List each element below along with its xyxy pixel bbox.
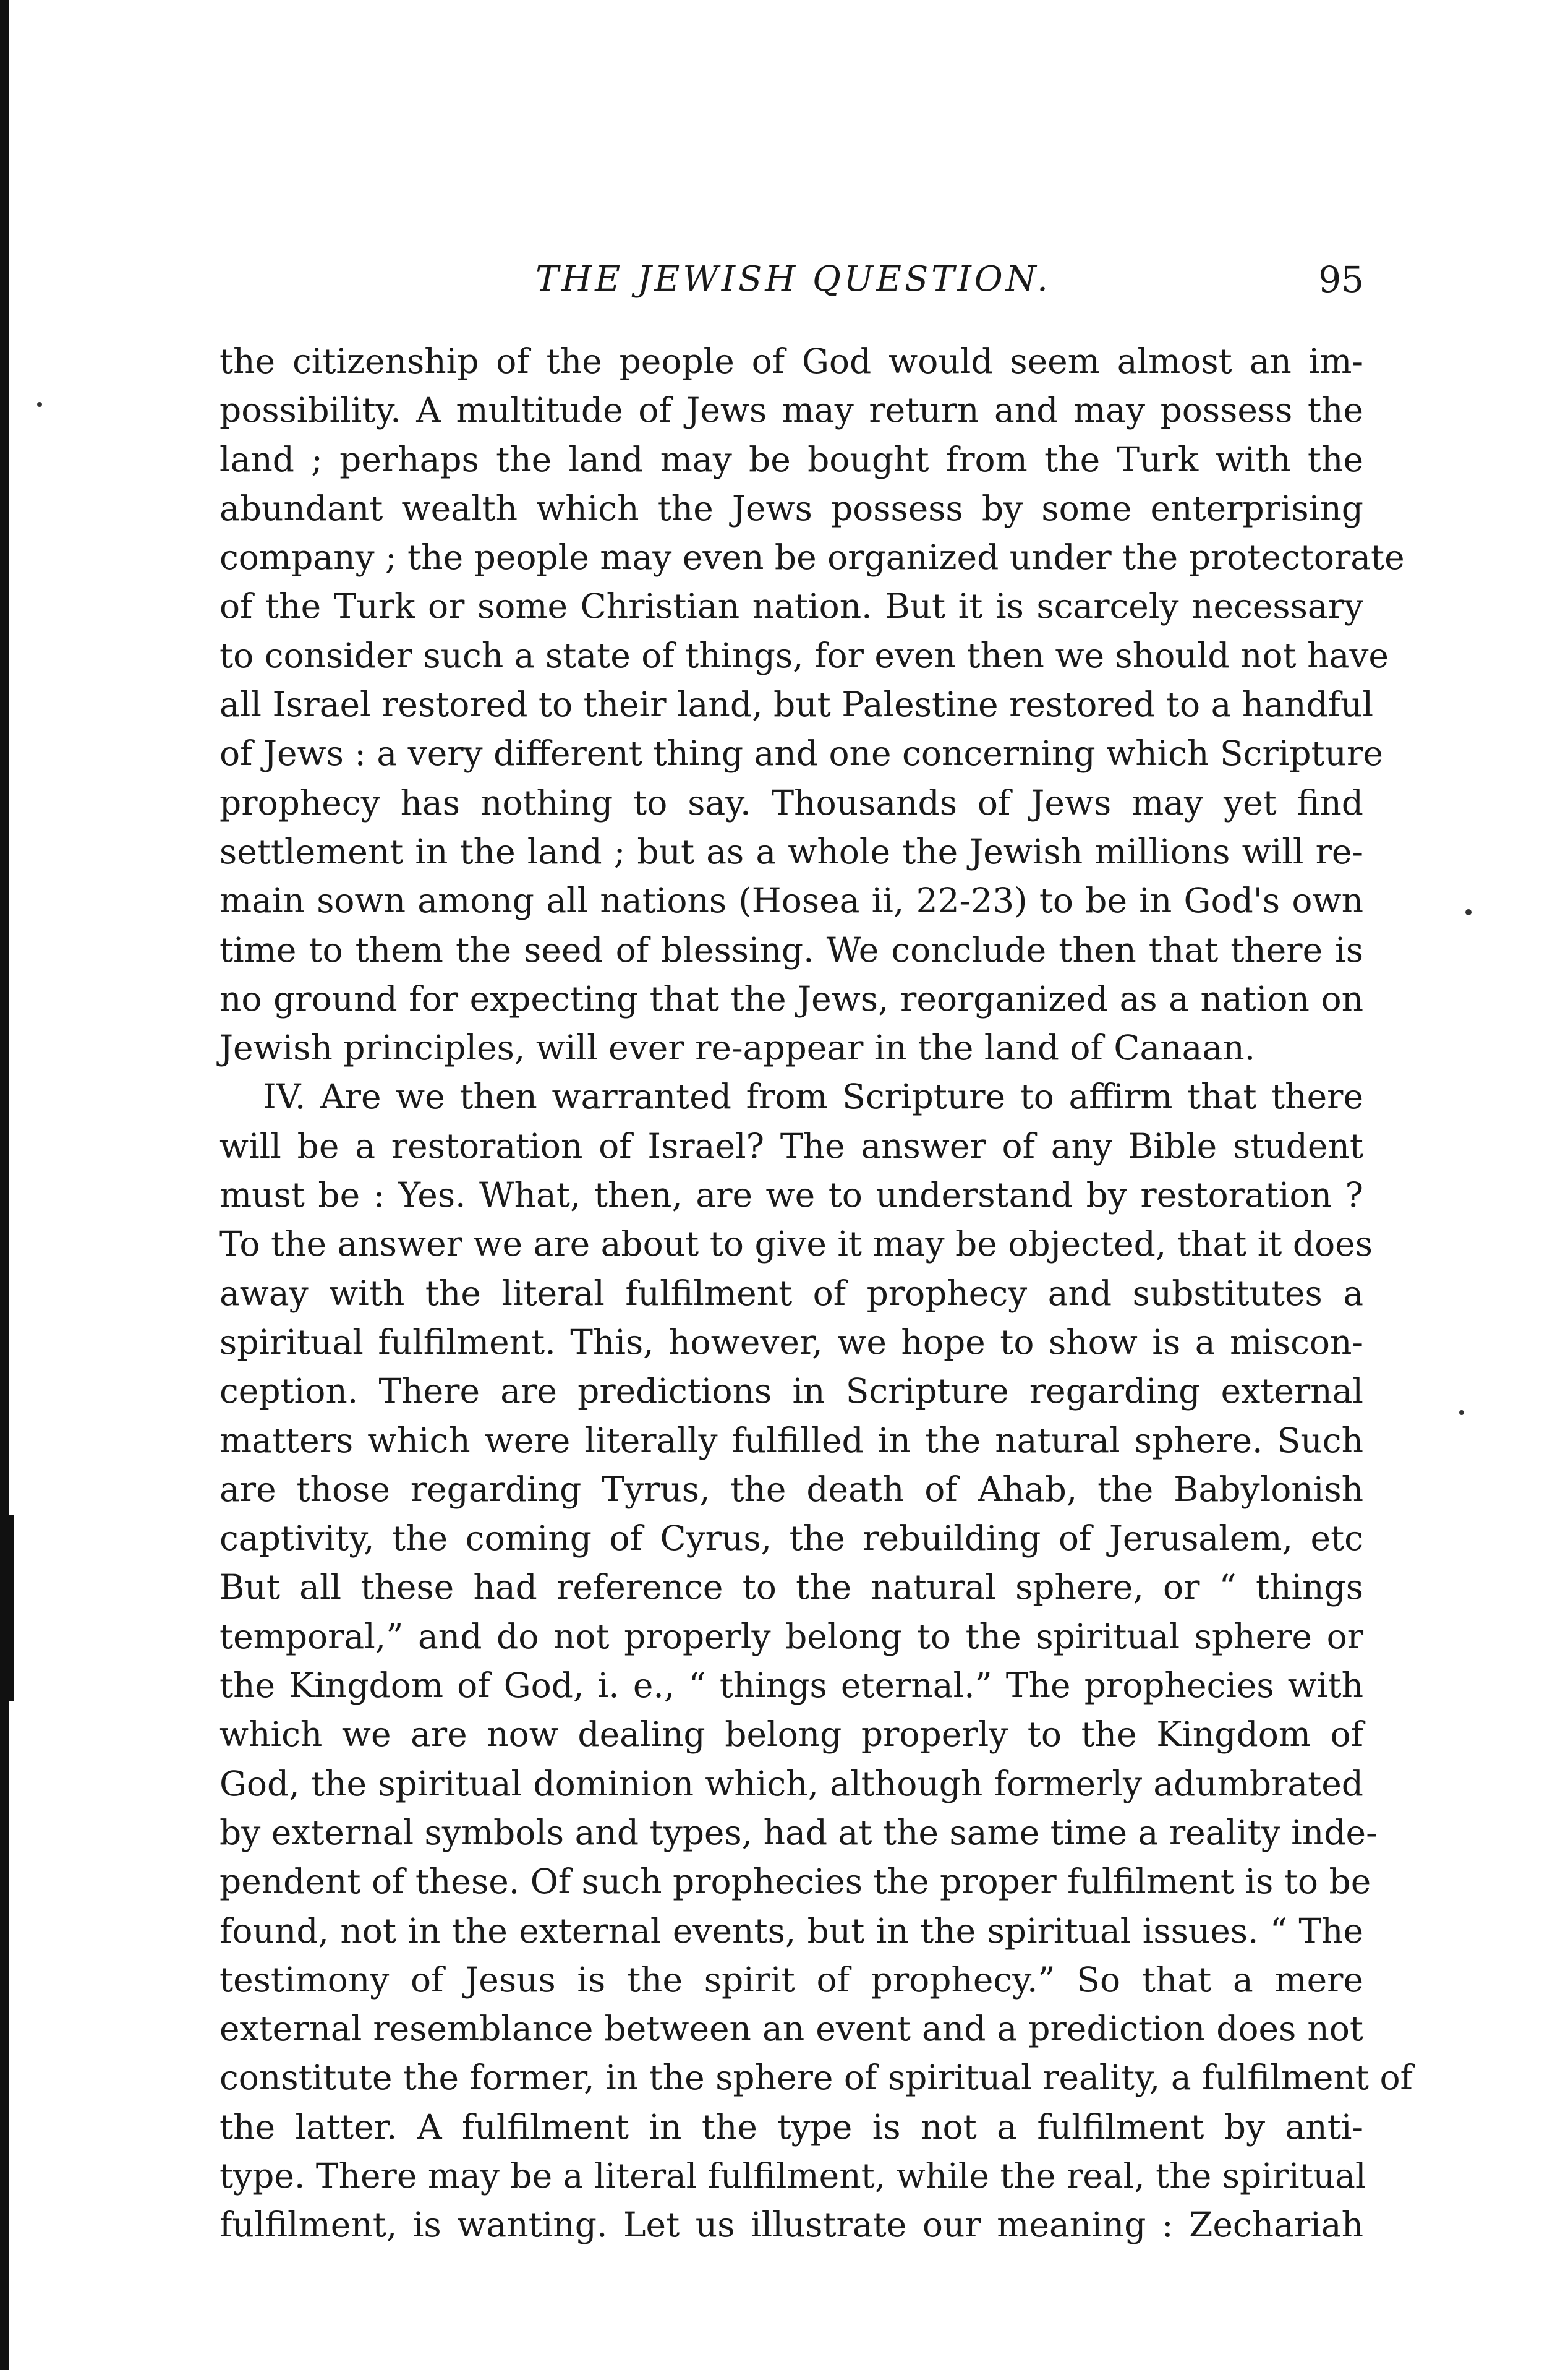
text-line: the citizenship of the people of God would seem almost an im- xyxy=(219,341,1363,381)
text-line: are those regarding Tyrus, the death of Ahab, the Babylonish xyxy=(219,1469,1363,1509)
paragraph-continuation xyxy=(219,337,1405,1072)
text-line: which we are now dealing belong properly to the Kingdom of xyxy=(219,1714,1363,1755)
text-line: of Jews : a very different thing and one concerning which Scripture xyxy=(219,734,1383,774)
text-line: spiritual fulfilment. This, however, we hope to show is a miscon- xyxy=(219,1322,1363,1362)
text-line: time to them the seed of blessing. We conclude then that there is xyxy=(219,930,1363,970)
text-line: temporal,” and do not properly belong to the spiritual sphere or xyxy=(219,1616,1363,1656)
text-line: God, the spiritual dominion which, although formerly adumbrated xyxy=(219,1763,1363,1803)
text-line: settlement in the land ; but as a whole the Jewish millions will re- xyxy=(219,831,1363,871)
text-line: type. There may be a literal fulfilment, while the real, the spiritual xyxy=(219,2155,1366,2196)
text-line: found, not in the external events, but in the spiritual issues. “ The xyxy=(219,1910,1363,1951)
text-line: But all these had reference to the natural sphere, or “ things xyxy=(219,1567,1363,1607)
text-line: ception. There are predictions in Scripture regarding external xyxy=(219,1371,1363,1411)
text-line: the latter. A fulfilment in the type is not a fulfilment by anti- xyxy=(219,2107,1363,2147)
scan-speck xyxy=(37,402,42,407)
text-line: company ; the people may even be organized under the protectorate xyxy=(219,537,1405,578)
text-line: land ; perhaps the land may be bought from the Turk with the xyxy=(219,439,1363,479)
text-line: will be a restoration of Israel? The answer of any Bible student xyxy=(219,1126,1363,1166)
running-title: THE JEWISH QUESTION. xyxy=(535,259,1051,299)
scan-speck xyxy=(1465,909,1472,915)
text-line: of the Turk or some Christian nation. But it is scarcely necessary xyxy=(219,586,1363,627)
text-line: testimony of Jesus is the spirit of prophecy.” So that a mere xyxy=(219,1959,1363,2000)
text-line: main sown among all nations (Hosea ii, 22-23) to be in God's own xyxy=(219,881,1363,921)
text-line: matters which were literally fulfilled in the natural sphere. Such xyxy=(219,1420,1363,1460)
text-line: captivity, the coming of Cyrus, the rebuilding of Jerusalem, etc xyxy=(219,1518,1363,1559)
text-line: away with the literal fulfilment of prophecy and substitutes a xyxy=(219,1273,1363,1313)
running-head xyxy=(223,255,1364,304)
text-line: pendent of these. Of such prophecies the proper fulfilment is to be xyxy=(219,1862,1371,1902)
text-line: Jewish principles, will ever re-appear in the land of Canaan. xyxy=(219,1028,1256,1068)
text-line: no ground for expecting that the Jews, reorganized as a nation on xyxy=(219,978,1363,1019)
text-line: IV. Are we then warranted from Scripture to affirm that there xyxy=(263,1077,1363,1117)
text-line: abundant wealth which the Jews possess by some enterprising xyxy=(219,488,1363,528)
text-line: must be : Yes. What, then, are we to understand by restoration ? xyxy=(219,1175,1363,1215)
text-body xyxy=(219,337,1413,2250)
text-line: prophecy has nothing to say. Thousands of Jews may yet find xyxy=(219,782,1363,823)
scan-edge-mark xyxy=(0,1515,14,1701)
text-line: the Kingdom of God, i. e., “ things eternal.” The prophecies with xyxy=(219,1666,1363,1706)
text-line: To the answer we are about to give it may be objected, that it does xyxy=(219,1224,1373,1264)
text-line: all Israel restored to their land, but Palestine restored to a handful xyxy=(219,685,1374,725)
scan-edge-shadow xyxy=(0,0,9,2370)
text-line: to consider such a state of things, for even then we should not have xyxy=(219,635,1389,675)
scan-speck xyxy=(1459,1410,1464,1415)
text-line: fulfilment, is wanting. Let us illustrate our meaning : Zechariah xyxy=(219,2205,1363,2245)
page-number: 95 xyxy=(1318,259,1364,301)
paragraph-section-iv xyxy=(219,1072,1413,2249)
text-line: by external symbols and types, had at the same time a reality inde- xyxy=(219,1812,1378,1852)
text-line: possibility. A multitude of Jews may return and may possess the xyxy=(219,390,1363,430)
text-line: external resemblance between an event and a prediction does not xyxy=(219,2009,1363,2049)
text-line: constitute the former, in the sphere of spiritual reality, a fulfilment of xyxy=(219,2058,1413,2098)
